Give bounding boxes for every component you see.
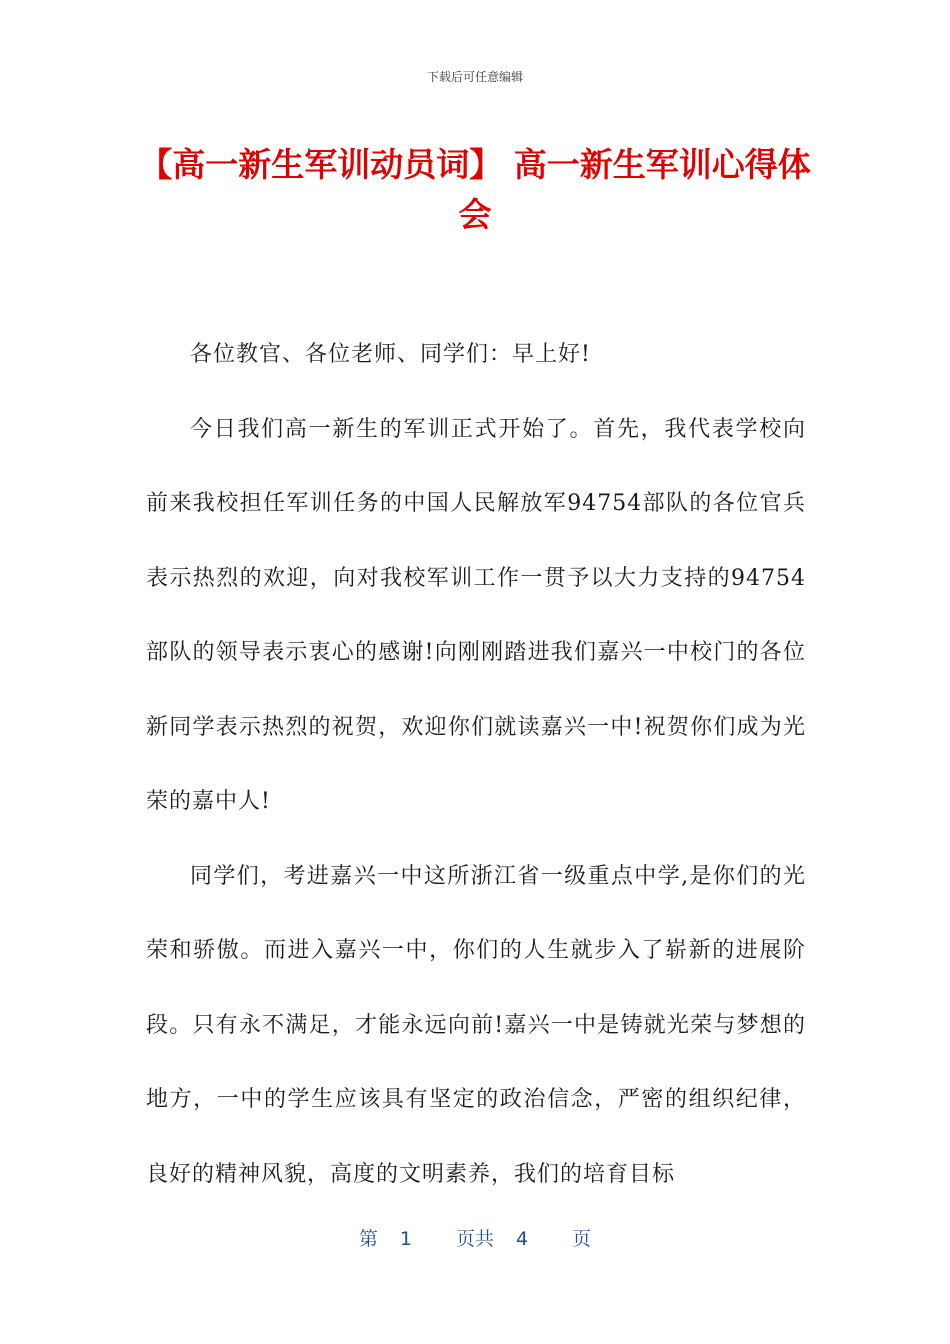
- paragraph-welcome: 今日我们高一新生的军训正式开始了。首先，我代表学校向前来我校担任军训任务的中国人民解放军94754部队的各位官兵表示热烈的欢迎，向对我校军训工作一贯予以大力支持的94754部队的领导表示衷心的感谢!向刚刚踏进我们嘉兴一中校门的各位新同学表示热烈的祝贺，欢迎你们就读嘉兴一中!祝贺你们成为光荣的嘉中人!: [146, 416, 806, 814]
- footer-total-pages: 4: [516, 1228, 529, 1250]
- page-header-note: 下载后可任意编辑: [426, 70, 523, 84]
- document-title: 【高一新生军训动员词】 高一新生军训心得体会: [139, 145, 811, 234]
- footer-current-page: 1: [399, 1228, 412, 1250]
- page-footer: [0, 1224, 950, 1251]
- paragraph-greeting: 各位教官、各位老师、同学们：早上好!: [190, 342, 591, 367]
- footer-suffix: 页: [572, 1228, 592, 1250]
- footer-prefix: 第: [358, 1228, 378, 1250]
- document-body: [146, 318, 806, 1212]
- paragraph-students: 同学们，考进嘉兴一中这所浙江省一级重点中学,是你们的光荣和骄傲。而进入嘉兴一中，你们的人生就步入了崭新的进展阶段。只有永不满足，才能永远向前!嘉兴一中是铸就光荣与梦想的地方，一中的学生应该具有坚定的政治信念，严密的组织纪律，良好的精神风貌，高度的文明素养，我们的培育目标: [146, 863, 806, 1187]
- footer-middle: 页共: [455, 1228, 494, 1250]
